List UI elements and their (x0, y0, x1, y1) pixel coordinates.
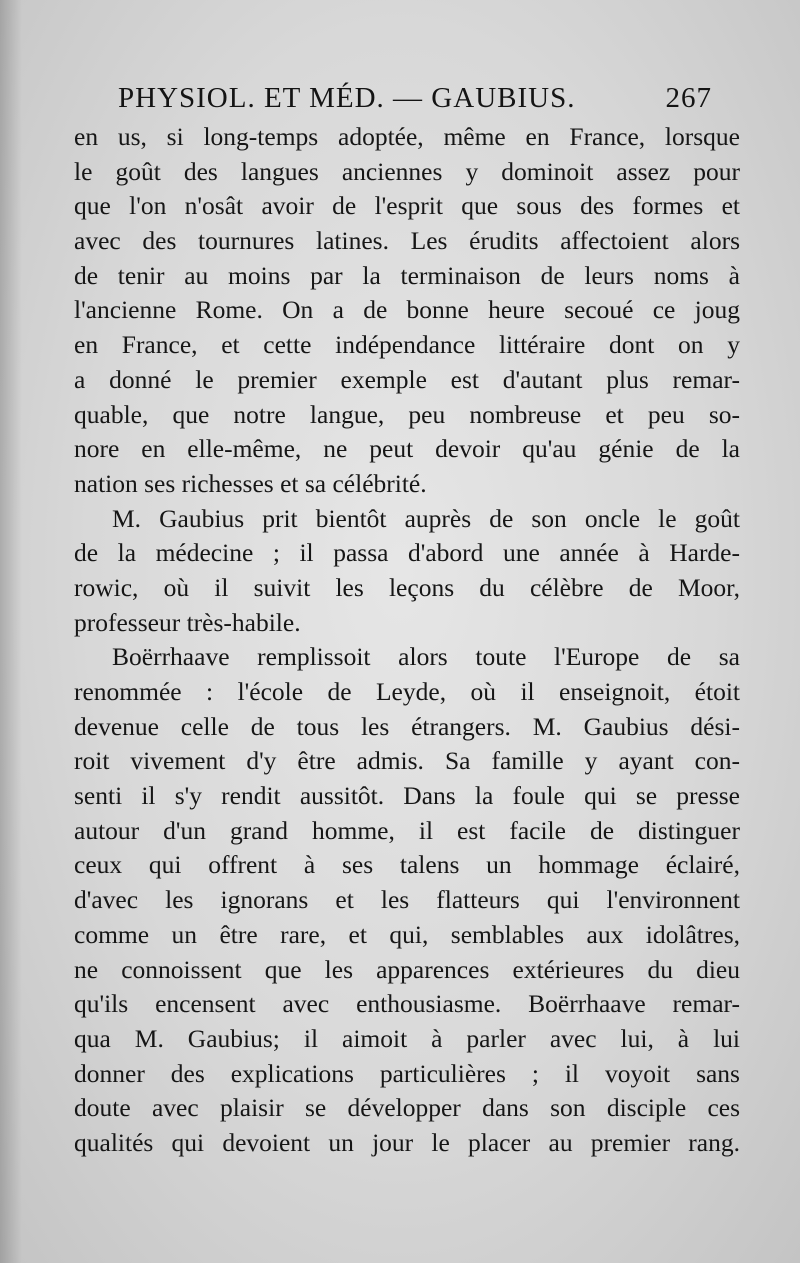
text-line: nore en elle-même, ne peut devoir qu'au génie de la (74, 434, 740, 464)
text-line: rowic, où il suivit les leçons du célèbre de Moor, (74, 572, 740, 602)
text-line: Boërrhaave remplissoit alors toute l'Europe de sa (112, 642, 740, 672)
paragraph-1 (74, 120, 740, 502)
text-line: quable, que notre langue, peu nombreuse et peu so- (74, 399, 740, 429)
text-line: doute avec plaisir se développer dans son disciple ces (74, 1093, 740, 1123)
text-line: en France, et cette indépendance littéraire dont on y (74, 330, 740, 360)
text-line: qualités qui devoient un jour le placer au premier rang. (74, 1127, 740, 1157)
text-line: le goût des langues anciennes y dominoit assez pour (74, 156, 740, 186)
text-line: nation ses richesses et sa célébrité. (74, 468, 427, 498)
text-line: donner des explications particulières ; il voyoit sans (74, 1058, 740, 1088)
text-line: senti il s'y rendit aussitôt. Dans la foule qui se presse (74, 781, 740, 811)
text-line: devenue celle de tous les étrangers. M. Gaubius dési- (74, 711, 740, 741)
page-number: 267 (665, 82, 712, 114)
text-line: qua M. Gaubius; il aimoit à parler avec lui, à lui (74, 1023, 740, 1053)
text-line: a donné le premier exemple est d'autant plus remar- (74, 364, 740, 394)
paragraph-3 (74, 640, 740, 1160)
text-line: renommée : l'école de Leyde, où il enseignoit, étoit (74, 677, 740, 706)
body-text (74, 120, 740, 1161)
text-line: de tenir au moins par la terminaison de leurs noms à (74, 260, 740, 290)
text-line: avec des tournures latines. Les érudits affectoient alors (74, 226, 740, 256)
page-header (118, 80, 712, 120)
text-line: autour d'un grand homme, il est facile de distinguer (74, 815, 740, 845)
paragraph-2 (74, 502, 740, 641)
spine-shadow (0, 0, 22, 1263)
text-line: ceux qui offrent à ses talens un hommage éclairé, (74, 850, 740, 880)
text-line: professeur très-habile. (74, 607, 301, 637)
text-line: comme un être rare, et qui, semblables aux idolâtres, (74, 919, 740, 949)
text-line: ne connoissent que les apparences extérieures du dieu (74, 954, 740, 984)
text-line: en us, si long-temps adoptée, même en France, lorsque (74, 122, 740, 151)
text-line: l'ancienne Rome. On a de bonne heure secoué ce joug (74, 295, 740, 325)
text-line: de la médecine ; il passa d'abord une année à Harde- (74, 538, 740, 568)
text-line: M. Gaubius prit bientôt auprès de son oncle le goût (112, 503, 740, 533)
running-head: PHYSIOL. ET MÉD. — GAUBIUS. (118, 82, 576, 114)
text-line: que l'on n'osât avoir de l'esprit que sous des formes et (74, 191, 740, 221)
text-line: qu'ils encensent avec enthousiasme. Boërrhaave remar- (74, 989, 740, 1019)
text-line: roit vivement d'y être admis. Sa famille y ayant con- (74, 746, 740, 776)
text-line: d'avec les ignorans et les flatteurs qui l'environnent (74, 885, 740, 915)
